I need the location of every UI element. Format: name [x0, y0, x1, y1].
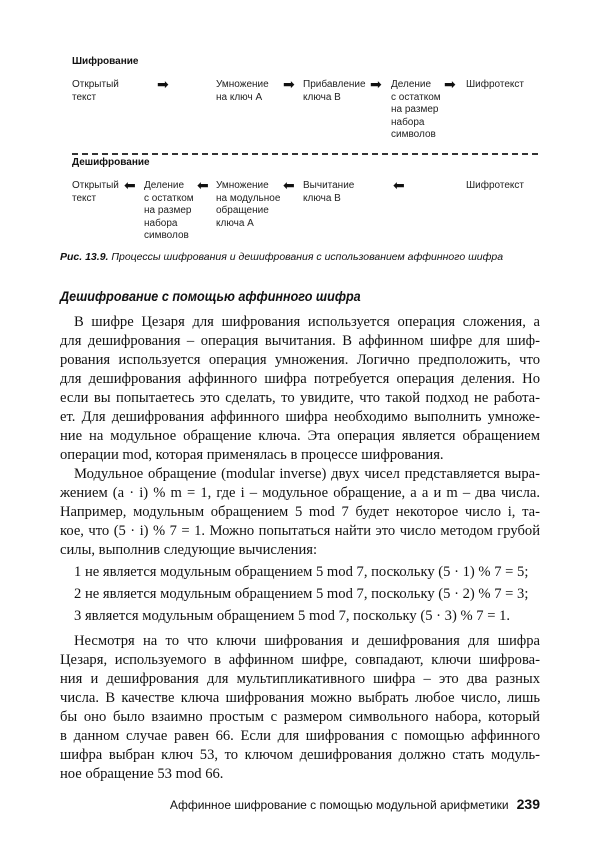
- section-title: Дешифрование с помощью аффинного шифра: [60, 288, 361, 304]
- running-title: Аффинное шифрование с помощью модульной арифметики: [169, 798, 509, 812]
- diagram-step: [216, 79, 269, 104]
- text-line: для дешифрования – операция вычитания. В аффинном шифре для шиф-: [60, 333, 540, 349]
- diagram-step: [72, 180, 119, 205]
- text-line: Например, модульным обращением 5 mod 7 будет некоторое число i, та-: [60, 504, 540, 520]
- step-line: ключа В: [303, 192, 341, 204]
- text-line: операции mod, которая применялась в процессе шифрования.: [60, 447, 444, 463]
- step-line: Открытый: [72, 180, 119, 191]
- step-line: символов: [144, 230, 189, 241]
- text-line: Модульное обращение (modular inverse) двух чисел представляется выра-: [74, 466, 540, 482]
- step-line: на размер: [144, 205, 192, 216]
- text-line: В шифре Цезаря для шифрования используется операция сложения, а: [74, 314, 540, 330]
- arrow-left-icon: ⬅: [197, 178, 209, 194]
- body-text: [60, 313, 540, 784]
- text-line: 3 является модульным обращением 5 mod 7, поскольку (5 · 3) % 7 = 1.: [74, 608, 511, 624]
- step-line: Вычитание: [303, 180, 355, 191]
- step-line: ключа А: [216, 217, 254, 229]
- step-line: текст: [72, 192, 97, 204]
- text-line: 2 не является модульным обращением 5 mod 7, поскольку (5 · 2) % 7 = 3;: [74, 586, 529, 602]
- text-line: жением (a · i) % m = 1, где i – модульное обращение, a a и m – два числа.: [60, 485, 540, 501]
- text-line: Несмотря на то что ключи шифрования и дешифрования для шифра: [74, 633, 540, 649]
- diagram-step: [466, 180, 524, 193]
- step-line: Умножение: [216, 79, 269, 90]
- encryption-heading: Шифрование: [72, 56, 139, 67]
- diagram-step: [391, 79, 441, 142]
- step-line: на ключ А: [216, 91, 263, 103]
- text-line: если вы попытаетесь это сделать, то увидите, что такой подход не работа-: [60, 390, 540, 406]
- step-line: на размер: [391, 104, 439, 115]
- decryption-heading: Дешифрование: [72, 157, 150, 168]
- diagram-step: [303, 79, 366, 104]
- text-line: Цезаря, используемого в аффинном шифре, совпадают, ключи шифрова-: [60, 652, 540, 668]
- step-line: Деление: [144, 180, 185, 191]
- diagram-step: [303, 180, 354, 205]
- text-line: 1 не является модульным обращением 5 mod 7, поскольку (5 · 1) % 7 = 5;: [74, 564, 529, 580]
- arrow-left-icon: ⬅: [124, 178, 136, 194]
- text-line: ние на модульное обращение ключа. Эта операция является обращением: [60, 428, 540, 444]
- step-line: Шифротекст: [466, 180, 524, 191]
- step-line: набора: [391, 116, 425, 128]
- text-line: ет. Для дешифрования аффинного шифра необходимо выполнить умноже-: [60, 409, 540, 425]
- text-line: силы, выполнив следующие вычисления:: [60, 542, 318, 558]
- step-line: Открытый: [72, 79, 119, 90]
- step-line: Прибавление: [303, 79, 366, 90]
- text-line: для дешифрования аффинного шифра потребуется операция деления. Но: [60, 371, 540, 387]
- diagram-step: [144, 180, 194, 243]
- arrow-right-icon: ➡: [444, 77, 456, 93]
- step-line: набора: [144, 217, 178, 229]
- step-line: с остатком: [144, 192, 194, 204]
- step-line: текст: [72, 91, 97, 103]
- arrow-right-icon: ➡: [283, 77, 295, 93]
- arrow-right-icon: ➡: [370, 77, 382, 93]
- step-line: ключа В: [303, 91, 341, 103]
- text-line: ния и дешифрования для мультипликативного шифра – это два разных: [60, 671, 540, 687]
- page-number: 239: [516, 796, 540, 812]
- step-line: Умножение: [216, 180, 269, 191]
- text-line: кое, что (5 · i) % 7 = 1. Можно попытаться найти это число методом грубой: [60, 523, 540, 539]
- text-line: ное обращение 53 mod 66.: [60, 766, 224, 782]
- text-line: в данном случае равен 66. Если для шифрования с помощью аффинного: [60, 728, 540, 744]
- caption-number: Рис. 13.9.: [60, 251, 109, 263]
- figure-caption: [60, 251, 503, 263]
- step-line: символов: [391, 129, 436, 140]
- diagram-step: [466, 79, 524, 92]
- step-line: обращение: [216, 205, 269, 216]
- text-line: бы оно было взаимно простым с размером символьного набора, который: [60, 709, 540, 725]
- diagram-step: [216, 180, 280, 230]
- step-line: на модульное: [216, 192, 281, 204]
- diagram-step: [72, 79, 119, 104]
- divider: [72, 153, 538, 155]
- step-line: с остатком: [391, 91, 441, 103]
- arrow-left-icon: ⬅: [283, 178, 295, 194]
- arrow-right-icon: ➡: [157, 77, 169, 93]
- text-line: шифра выбран ключ 53, то ключом дешифрования должно стать модуль-: [60, 747, 540, 763]
- step-line: Шифротекст: [466, 79, 524, 90]
- text-line: рования используется операция умножения. Логично предположить, что: [60, 352, 540, 368]
- text-line: числа. В качестве ключа шифрования можно выбрать любое число, лишь: [60, 690, 540, 706]
- arrow-left-icon: ⬅: [393, 178, 405, 194]
- caption-text: Процессы шифрования и дешифрования с использованием аффинного шифра: [111, 251, 504, 263]
- step-line: Деление: [391, 79, 432, 90]
- page-footer: [160, 796, 540, 812]
